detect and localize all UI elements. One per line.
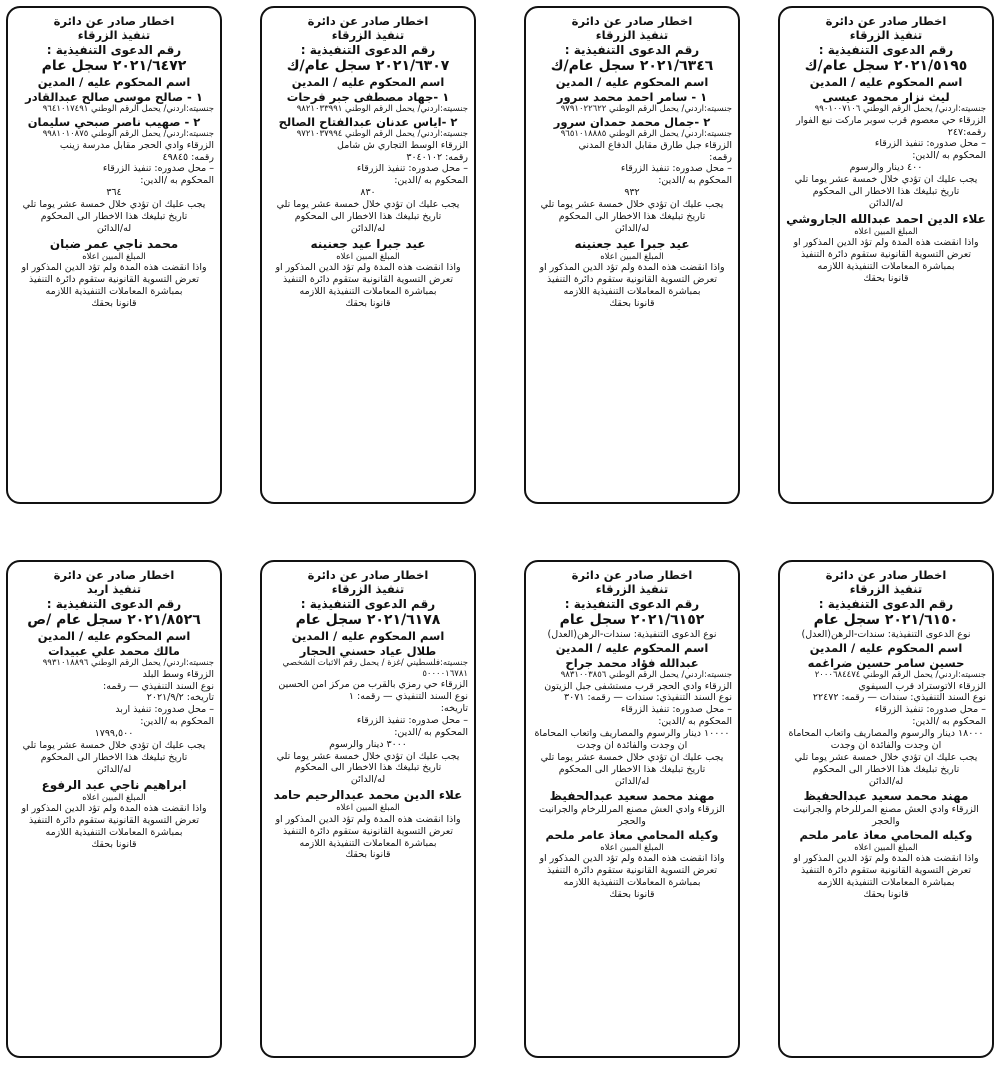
notice-card <box>778 560 994 1058</box>
case-number: ٢٠٢١/٦٤٧٢ سجل عام <box>41 57 187 74</box>
debtor-address: الزرقاء الاتوستراد قرب السيفوي <box>858 680 986 692</box>
creditor-agent: وكيله المحامي معاذ عامر ملحم <box>545 828 719 843</box>
debtor-name: ٢ -جمال محمد حمدان سرور <box>553 114 711 129</box>
debtor-number: نوع السند التنفيذي — رقمه: <box>103 680 214 692</box>
debtor-name: ١ -جهاد مصطفى جبر فرحات <box>286 89 450 104</box>
notice-card <box>6 560 222 1058</box>
debtor-header: اسم المحكوم عليه / المدين <box>809 75 963 90</box>
debtor-header: اسم المحكوم عليه / المدين <box>555 75 709 90</box>
case-label: رقم الدعوى التنفيذية : <box>46 596 182 611</box>
debtor-number: رقمه:٢٤٧ <box>947 126 986 138</box>
debtor-header: اسم المحكوم عليه / المدين <box>291 75 445 90</box>
notice-title: اخطار صادر عن دائرة <box>825 568 947 582</box>
closing-text: قانونا بحقك <box>345 849 391 861</box>
amount-value: ٤٠٠ دينار والرسوم <box>849 162 923 174</box>
notice-card <box>778 6 994 504</box>
amount-label: المحكوم به /الدين: <box>658 716 732 728</box>
debtor-details: جنسيته:اردني/ يحمل الرقم الوطني ٩٩٨١٠١٠٨٧٥ <box>42 129 214 139</box>
amount-stated: المبلغ المبين اعلاه <box>854 842 918 853</box>
debtor-details: جنسيته:اردني/ يحمل الرقم الوطني ٩٧٢١٠٣٧٩٩٤ <box>296 129 468 139</box>
issue-place: – محل صدوره: تنفيذ الزرقاء <box>874 138 986 150</box>
to-creditor: له/الدائن <box>350 774 386 786</box>
debtor-details: جنسيته:اردني/ يحمل الرقم الوطني ٩٩٣١٠١٨٨٩٦ <box>42 658 214 668</box>
warning-text: واذا انقضت هذه المدة ولم تؤد الدين المذكور او تعرض التسوية القانونية ستقوم دائرة التنفيذ بمباشرة المعاملات التنفيذية اللازمه <box>793 853 979 888</box>
debtor-number: رقمه: ٤٩٨٤٥ <box>162 151 214 163</box>
amount-label: المحكوم به /الدين: <box>658 175 732 187</box>
warning-text: واذا انقضت هذه المدة ولم تؤد الدين المذكور او تعرض التسوية القانونية ستقوم دائرة التنفيذ بمباشرة المعاملات التنفيذية اللازمه <box>21 262 207 297</box>
debtor-details: جنسيته:فلسطيني /غزة / يحمل رقم الاثبات الشخصي ٥٠٠٠٠١٦٧٨١ <box>282 658 468 679</box>
notice-card <box>6 6 222 504</box>
notice-text: يجب عليك ان تؤدي خلال خمسة عشر يوما تلي تاريخ تبليغك هذا الاخطار الى المحكوم <box>276 199 460 222</box>
warning-text: واذا انقضت هذه المدة ولم تؤد الدين المذكور او تعرض التسوية القانونية ستقوم دائرة التنفيذ بمباشرة المعاملات التنفيذية اللازمه <box>539 853 725 888</box>
closing-text: قانونا بحقك <box>609 297 655 309</box>
amount-stated: المبلغ المبين اعلاه <box>82 251 146 262</box>
debtor-details: جنسيته:اردني/ يحمل الرقم الوطني ٩٦٤١٠١٧٤٩١ <box>42 104 214 114</box>
notice-text: يجب عليك ان تؤدي خلال خمسة عشر يوما تلي تاريخ تبليغك هذا الاخطار الى المحكوم <box>794 174 978 197</box>
debtor-name: ١ - صالح موسى صالح عبدالقادر <box>25 89 203 104</box>
notice-department: تنفيذ الزرقاء <box>595 582 669 597</box>
creditor-name: علاء الدين احمد عبدالله الجاروشي <box>786 211 986 226</box>
creditor-name: مهند محمد سعيد عبدالحفيظ <box>549 789 715 804</box>
to-creditor: له/الدائن <box>868 775 904 787</box>
amount-label: المحكوم به /الدين: <box>912 150 986 162</box>
debtor-name: عبدالله فؤاد محمد جراح <box>565 655 699 670</box>
debtor-details: جنسيته:اردني/ يحمل الرقم الوطني ٩٨٣١٠٠٣٨٥٦ <box>560 669 732 680</box>
document-date: تاريخه: ٢٠٢١/٩/٢ <box>146 692 214 704</box>
warning-text: واذا انقضت هذه المدة ولم تؤد الدين المذكور او تعرض التسوية القانونية ستقوم دائرة التنفيذ بمباشرة المعاملات التنفيذية اللازمه <box>275 262 461 297</box>
notice-department: تنفيذ الزرقاء <box>595 28 669 43</box>
issue-place: – محل صدوره: تنفيذ الزرقاء <box>102 163 214 175</box>
debtor-details: جنسيته:اردني/ يحمل الرقم الوطني ٩٨٢١٠٣٣٩٩١ <box>296 104 468 114</box>
amount-value: ١٧٩٩,٥٠٠ <box>94 728 134 739</box>
notice-text: يجب عليك ان تؤدي خلال خمسة عشر يوما تلي تاريخ تبليغك هذا الاخطار الى المحكوم <box>22 739 206 763</box>
debtor-address: الزرقاء حي رمزي بالقرب من مركز امن الحسين <box>278 679 468 691</box>
closing-text: قانونا بحقك <box>91 297 137 309</box>
warning-text: واذا انقضت هذه المدة ولم تؤد الدين المذكور او تعرض التسوية القانونية ستقوم دائرة التنفيذ بمباشرة المعاملات التنفيذية اللازمه <box>21 803 207 838</box>
notice-department: تنفيذ الزرقاء <box>331 28 405 43</box>
case-number: ٢٠٢١/٦١٥٠ سجل عام <box>813 611 959 628</box>
debtor-header: اسم المحكوم عليه / المدين <box>809 641 963 656</box>
debtor-header: اسم المحكوم عليه / المدين <box>291 629 445 644</box>
debtor-name: ٢ -اياس عدنان عبدالفتاح الصالح <box>278 114 458 129</box>
amount-value: ١٠٠٠٠ دينار والرسوم والمصاريف واتعاب المحاماة ان وجدت والفائدة ان وجدت <box>534 728 730 751</box>
debtor-number: نوع السند التنفيذي: سندات — رقمه: ٣٠٧١ <box>564 692 732 704</box>
debtor-name: ١ - سامر احمد محمد سرور <box>556 89 708 104</box>
notice-title: اخطار صادر عن دائرة <box>53 14 175 28</box>
notice-department: تنفيذ الزرقاء <box>849 582 923 597</box>
debtor-details: جنسيته:اردني/ يحمل الرقم الوطني ٩٦٥١٠١٨٨٨٥ <box>560 129 732 139</box>
debtor-header: اسم المحكوم عليه / المدين <box>555 641 709 656</box>
creditor-name: عيد جبرا عيد جعنينه <box>310 236 426 251</box>
debtor-number: نوع السند التنفيذي — رقمه: ١ <box>348 691 468 703</box>
creditor-name: محمد ناجي عمر ضبان <box>49 236 179 251</box>
amount-stated: المبلغ المبين اعلاه <box>336 251 400 262</box>
amount-value: ٣٦٤ <box>106 187 122 199</box>
to-creditor: له/الدائن <box>96 763 132 775</box>
debtor-number: نوع السند التنفيذي: سندات — رقمه: ٢٢٤٧٢ <box>812 692 986 704</box>
case-number: ٢٠٢١/٦١٥٢ سجل عام <box>559 611 705 628</box>
debtor-number: رقمه: ٣٠٤٠١٠٢ <box>406 151 468 163</box>
issue-place: – محل صدوره: تنفيذ الزرقاء <box>356 163 468 175</box>
case-number: ٢٠٢١/٦١٧٨ سجل عام <box>295 611 441 628</box>
amount-stated: المبلغ المبين اعلاه <box>336 803 400 814</box>
debtor-name: مالك محمد علي عبيدات <box>48 643 180 658</box>
to-creditor: له/الدائن <box>614 775 650 787</box>
notice-text: يجب عليك ان تؤدي خلال خمسة عشر يوما تلي تاريخ تبليغك هذا الاخطار الى المحكوم <box>794 751 978 775</box>
case-number: ٢٠٢١/٦٣٠٧ سجل عام/ك <box>286 57 450 74</box>
closing-text: قانونا بحقك <box>91 838 137 850</box>
case-label: رقم الدعوى التنفيذية : <box>564 42 700 57</box>
creditor-address: الزرقاء وادي العش مصنع المرللرخام والجرانيت والحجر <box>539 804 725 828</box>
amount-label: المحكوم به /الدين: <box>394 175 468 187</box>
case-label: رقم الدعوى التنفيذية : <box>300 42 436 57</box>
creditor-agent: وكيله المحامي معاذ عامر ملحم <box>799 828 973 843</box>
closing-text: قانونا بحقك <box>609 888 655 900</box>
notice-title: اخطار صادر عن دائرة <box>571 14 693 28</box>
amount-stated: المبلغ المبين اعلاه <box>600 842 664 853</box>
debtor-details: جنسيته:اردني/ يحمل الرقم الوطني ٩٩٠١٠٠٧١٠٦ <box>814 104 986 114</box>
debtor-name: حسين سامر حسين ضراغمه <box>807 655 965 670</box>
warning-text: واذا انقضت هذه المدة ولم تؤد الدين المذكور او تعرض التسوية القانونية ستقوم دائرة التنفيذ بمباشرة المعاملات التنفيذية اللازمه <box>793 237 979 272</box>
debtor-name: ليث نزار محمود عيسى <box>822 89 950 104</box>
closing-text: قانونا بحقك <box>863 888 909 900</box>
amount-stated: المبلغ المبين اعلاه <box>82 792 146 803</box>
notice-text: يجب عليك ان تؤدي خلال خمسة عشر يوما تلي تاريخ تبليغك هذا الاخطار الى المحكوم <box>540 751 724 775</box>
case-label: رقم الدعوى التنفيذية : <box>818 596 954 611</box>
notice-department: تنفيذ اربد <box>86 582 142 597</box>
amount-label: المحكوم به /الدين: <box>912 716 986 728</box>
debtor-number: رقمه: <box>709 151 732 163</box>
debtor-name: ٢ - صهيب ناصر صبحي سليمان <box>27 114 201 129</box>
creditor-name: عيد جبرا عيد جعنينه <box>574 236 690 251</box>
to-creditor: له/الدائن <box>350 222 386 234</box>
creditor-name: ابراهيم ناجي عبد الرفوع <box>41 777 187 792</box>
notice-text: يجب عليك ان تؤدي خلال خمسة عشر يوما تلي تاريخ تبليغك هذا الاخطار الى المحكوم <box>540 199 724 222</box>
amount-label: المحكوم به /الدين: <box>140 175 214 187</box>
case-label: رقم الدعوى التنفيذية : <box>46 42 182 57</box>
debtor-address: الزرقاء وادي الحجر مقابل مدرسة زينب <box>59 139 214 151</box>
notice-card <box>524 6 740 504</box>
notice-card <box>260 560 476 1058</box>
to-creditor: له/الدائن <box>614 222 650 234</box>
issue-place: – محل صدوره: تنفيذ الزرقاء <box>874 704 986 716</box>
case-label: رقم الدعوى التنفيذية : <box>564 596 700 611</box>
amount-value: ٨٣٠ <box>360 187 376 199</box>
issue-place: – محل صدوره: تنفيذ الزرقاء <box>356 714 468 726</box>
notice-department: تنفيذ الزرقاء <box>849 28 923 43</box>
debtor-address: الزرقاء وادي الحجر قرب مستشفى جبل الزيتون <box>544 680 732 692</box>
amount-stated: المبلغ المبين اعلاه <box>600 251 664 262</box>
to-creditor: له/الدائن <box>96 222 132 234</box>
amount-value: ١٨٠٠٠ دينار والرسوم والمصاريف واتعاب المحاماة ان وجدت والفائدة ان وجدت <box>788 728 984 751</box>
document-date: تاريخه: <box>440 703 468 714</box>
notice-department: تنفيذ الزرقاء <box>331 582 405 597</box>
case-type: نوع الدعوى التنفيذية: سندات-الرهن(العدل) <box>547 629 717 641</box>
case-label: رقم الدعوى التنفيذية : <box>300 596 436 611</box>
case-number: ٢٠٢١/٥١٩٥ سجل عام/ك <box>804 57 968 74</box>
case-type: نوع الدعوى التنفيذية: سندات-الرهن(العدل) <box>801 629 971 641</box>
notice-text: يجب عليك ان تؤدي خلال خمسة عشر يوما تلي تاريخ تبليغك هذا الاخطار الى المحكوم <box>22 199 206 222</box>
notice-text: يجب عليك ان تؤدي خلال خمسة عشر يوما تلي تاريخ تبليغك هذا الاخطار الى المحكوم <box>276 750 460 774</box>
debtor-name: طلال عياد حسني الحجار <box>299 643 437 658</box>
closing-text: قانونا بحقك <box>345 297 391 309</box>
debtor-address: الزرقاء وسط البلد <box>142 668 214 680</box>
debtor-address: الزرقاء جبل طارق مقابل الدفاع المدني <box>578 139 732 151</box>
issue-place: – محل صدوره: تنفيذ الزرقاء <box>620 704 732 716</box>
closing-text: قانونا بحقك <box>863 272 909 284</box>
debtor-address: الزرقاء الوسط التجاري ش شامل <box>337 139 468 151</box>
debtor-address: الزرقاء حي معصوم قرب سوبر ماركت نبع الفوار <box>796 114 986 126</box>
case-number: ٢٠٢١/٦٣٤٦ سجل عام/ك <box>550 57 714 74</box>
warning-text: واذا انقضت هذه المدة ولم تؤد الدين المذكور او تعرض التسوية القانونية ستقوم دائرة التنفيذ بمباشرة المعاملات التنفيذية اللازمه <box>275 813 461 849</box>
issue-place: – محل صدوره: تنفيذ الزرقاء <box>620 163 732 175</box>
amount-label: المحكوم به /الدين: <box>394 726 468 738</box>
notice-title: اخطار صادر عن دائرة <box>307 568 429 582</box>
warning-text: واذا انقضت هذه المدة ولم تؤد الدين المذكور او تعرض التسوية القانونية ستقوم دائرة التنفيذ بمباشرة المعاملات التنفيذية اللازمه <box>539 262 725 297</box>
notice-title: اخطار صادر عن دائرة <box>307 14 429 28</box>
notice-title: اخطار صادر عن دائرة <box>571 568 693 582</box>
amount-value: ٩٣٢ <box>624 187 640 199</box>
case-number: ٢٠٢١/٨٥٢٦ سجل عام /ص <box>27 611 201 628</box>
creditor-name: مهند محمد سعيد عبدالحفيظ <box>803 789 969 804</box>
notice-title: اخطار صادر عن دائرة <box>825 14 947 28</box>
amount-value: ٣٠٠٠ دينار والرسوم <box>329 738 407 750</box>
debtor-details: جنسيته:اردني/ يحمل الرقم الوطني ٩٧٩١٠٢٢٦٢٢ <box>560 104 732 114</box>
amount-label: المحكوم به /الدين: <box>140 716 214 728</box>
debtor-details: جنسيته:اردني/ يحمل الرقم الوطني ٢٠٠٠٦٨٤٤٧٤ <box>814 669 986 680</box>
to-creditor: له/الدائن <box>868 197 904 209</box>
creditor-name: علاء الدين محمد عبدالرحيم حامد <box>273 788 463 803</box>
debtor-header: اسم المحكوم عليه / المدين <box>37 629 191 644</box>
issue-place: – محل صدوره: تنفيذ اربد <box>115 704 214 716</box>
notice-card <box>524 560 740 1058</box>
notice-title: اخطار صادر عن دائرة <box>53 568 175 582</box>
case-label: رقم الدعوى التنفيذية : <box>818 42 954 57</box>
debtor-header: اسم المحكوم عليه / المدين <box>37 75 191 90</box>
creditor-address: الزرقاء وادي العش مصنع المرللرخام والجرانيت والحجر <box>793 804 979 828</box>
notice-card <box>260 6 476 504</box>
notice-department: تنفيذ الزرقاء <box>77 28 151 43</box>
amount-stated: المبلغ المبين اعلاه <box>854 226 918 237</box>
